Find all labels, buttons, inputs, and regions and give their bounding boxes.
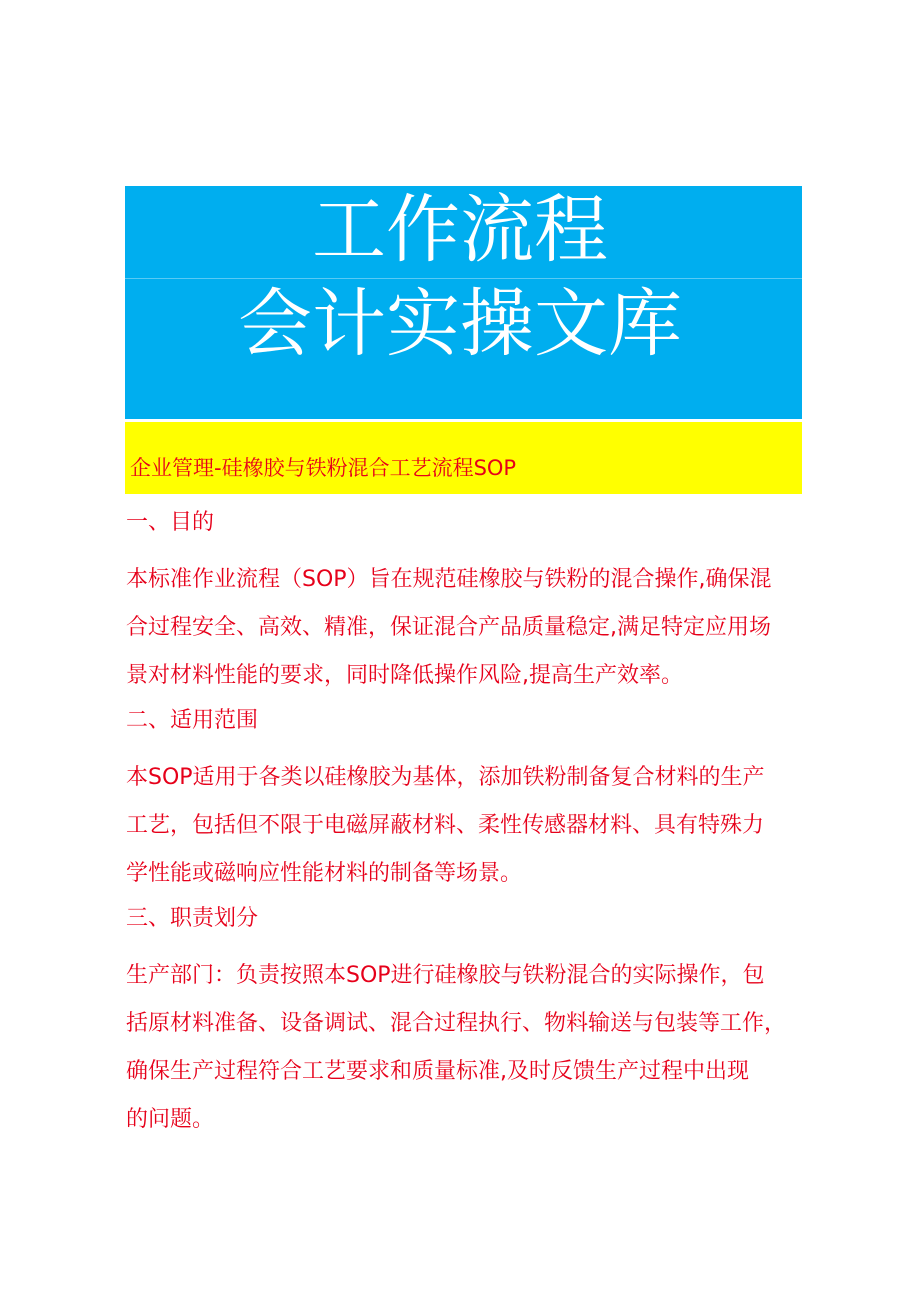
paragraph-line: 合过程安全、高效、精准，保证混合产品质量稳定,满足特定应用场 [126, 615, 771, 640]
paragraph-line: 括原材料准备、设备调试、混合过程执行、物料输送与包装等工作， [126, 1011, 787, 1036]
section-heading: 二、适用范围 [126, 708, 259, 733]
paragraph-line: 生产部门：负责按照本SOP进行硅橡胶与铁粉混合的实际操作，包 [126, 963, 765, 988]
document-body [126, 508, 806, 1144]
paragraph-line: 景对材料性能的要求，同时降低操作风险,提高生产效率。 [126, 663, 683, 688]
paragraph-line: 本标准作业流程（SOP）旨在规范硅橡胶与铁粉的混合操作,确保混 [126, 567, 772, 592]
section-purpose [126, 508, 806, 700]
section-scope [126, 706, 806, 898]
section-responsibilities [126, 904, 806, 1144]
banner-title-line-2: 会计实操文库 [238, 281, 682, 367]
section-heading: 一、目的 [126, 510, 215, 535]
subtitle-bar [125, 422, 802, 494]
banner-title-line-1: 工作流程 [312, 187, 608, 273]
banner-divider [125, 278, 802, 279]
paragraph-line: 学性能或磁响应性能材料的制备等场景。 [126, 861, 523, 886]
paragraph-line: 工艺，包括但不限于电磁屏蔽材料、柔性传感器材料、具有特殊力 [126, 813, 765, 838]
section-heading: 三、职责划分 [126, 906, 259, 931]
section-paragraph [126, 556, 806, 700]
paragraph-line: 本SOP适用于各类以硅橡胶为基体，添加铁粉制备复合材料的生产 [126, 765, 765, 790]
paragraph-line: 的问题。 [126, 1107, 215, 1132]
document-subtitle: 企业管理-硅橡胶与铁粉混合工艺流程SOP [130, 456, 517, 480]
section-paragraph [126, 952, 806, 1144]
section-paragraph [126, 754, 806, 898]
paragraph-line: 确保生产过程符合工艺要求和质量标准,及时反馈生产过程中出现 [126, 1059, 749, 1084]
